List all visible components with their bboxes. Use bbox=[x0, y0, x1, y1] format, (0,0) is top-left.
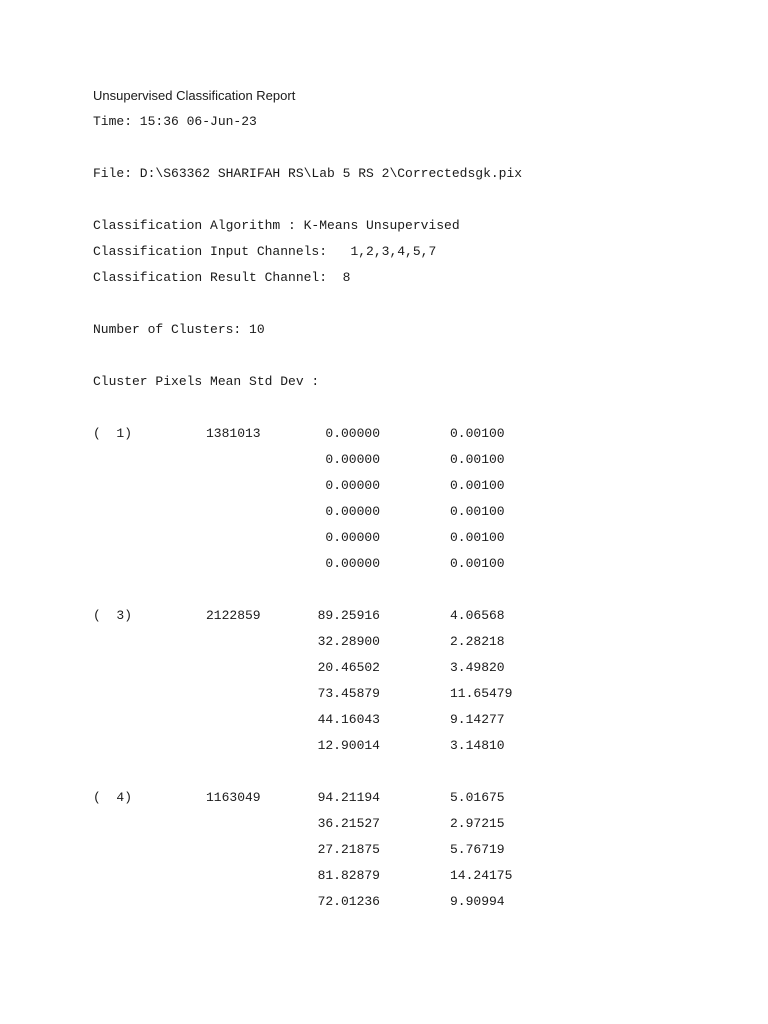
cluster-std-value: 0.00100 bbox=[450, 504, 505, 519]
cluster-std-value: 4.06568 bbox=[450, 608, 505, 623]
table-header: Cluster Pixels Mean Std Dev : bbox=[93, 374, 320, 389]
cluster-mean-value: 0.00000 bbox=[325, 504, 380, 519]
cluster-mean-value: 0.00000 bbox=[325, 478, 380, 493]
cluster-std-value: 9.14277 bbox=[450, 712, 505, 727]
cluster-mean-value: 0.00000 bbox=[325, 530, 380, 545]
cluster-mean-value: 72.01236 bbox=[317, 894, 380, 909]
cluster-std-value: 0.00100 bbox=[450, 452, 505, 467]
cluster-mean-value: 36.21527 bbox=[317, 816, 380, 831]
cluster-mean-value: 27.21875 bbox=[317, 842, 380, 857]
file-line: File: D:\S63362 SHARIFAH RS\Lab 5 RS 2\Correctedsgk.pix bbox=[93, 166, 523, 181]
cluster-std-value: 9.90994 bbox=[450, 894, 505, 909]
cluster-std-value: 14.24175 bbox=[450, 868, 513, 883]
cluster-mean-value: 94.21194 bbox=[317, 790, 380, 805]
cluster-label: ( 4) bbox=[93, 790, 133, 805]
cluster-pixels: 2122859 bbox=[206, 608, 261, 623]
cluster-std-value: 0.00100 bbox=[450, 478, 505, 493]
cluster-mean-value: 32.28900 bbox=[317, 634, 380, 649]
algorithm-line: Classification Algorithm : K-Means Unsupervised bbox=[93, 218, 460, 233]
cluster-label: ( 3) bbox=[93, 608, 133, 623]
cluster-std-value: 2.28218 bbox=[450, 634, 505, 649]
cluster-count-line: Number of Clusters: 10 bbox=[93, 322, 265, 337]
cluster-pixels: 1381013 bbox=[206, 426, 261, 441]
cluster-pixels: 1163049 bbox=[206, 790, 261, 805]
cluster-std-value: 11.65479 bbox=[450, 686, 513, 701]
cluster-mean-value: 44.16043 bbox=[317, 712, 380, 727]
result-channel-line: Classification Result Channel: 8 bbox=[93, 270, 351, 285]
cluster-std-value: 0.00100 bbox=[450, 426, 505, 441]
cluster-std-value: 5.01675 bbox=[450, 790, 505, 805]
cluster-std-value: 3.14810 bbox=[450, 738, 505, 753]
cluster-mean-value: 20.46502 bbox=[317, 660, 380, 675]
cluster-mean-value: 89.25916 bbox=[317, 608, 380, 623]
report-title: Unsupervised Classification Report bbox=[93, 88, 296, 103]
time-line: Time: 15:36 06-Jun-23 bbox=[93, 114, 257, 129]
cluster-std-value: 5.76719 bbox=[450, 842, 505, 857]
cluster-label: ( 1) bbox=[93, 426, 133, 441]
cluster-std-value: 0.00100 bbox=[450, 530, 505, 545]
cluster-mean-value: 12.90014 bbox=[317, 738, 380, 753]
cluster-mean-value: 81.82879 bbox=[317, 868, 380, 883]
cluster-mean-value: 0.00000 bbox=[325, 426, 380, 441]
cluster-mean-value: 0.00000 bbox=[325, 556, 380, 571]
cluster-std-value: 0.00100 bbox=[450, 556, 505, 571]
cluster-mean-value: 73.45879 bbox=[317, 686, 380, 701]
input-channels-line: Classification Input Channels: 1,2,3,4,5,7 bbox=[93, 244, 437, 259]
cluster-std-value: 2.97215 bbox=[450, 816, 505, 831]
cluster-std-value: 3.49820 bbox=[450, 660, 505, 675]
cluster-mean-value: 0.00000 bbox=[325, 452, 380, 467]
